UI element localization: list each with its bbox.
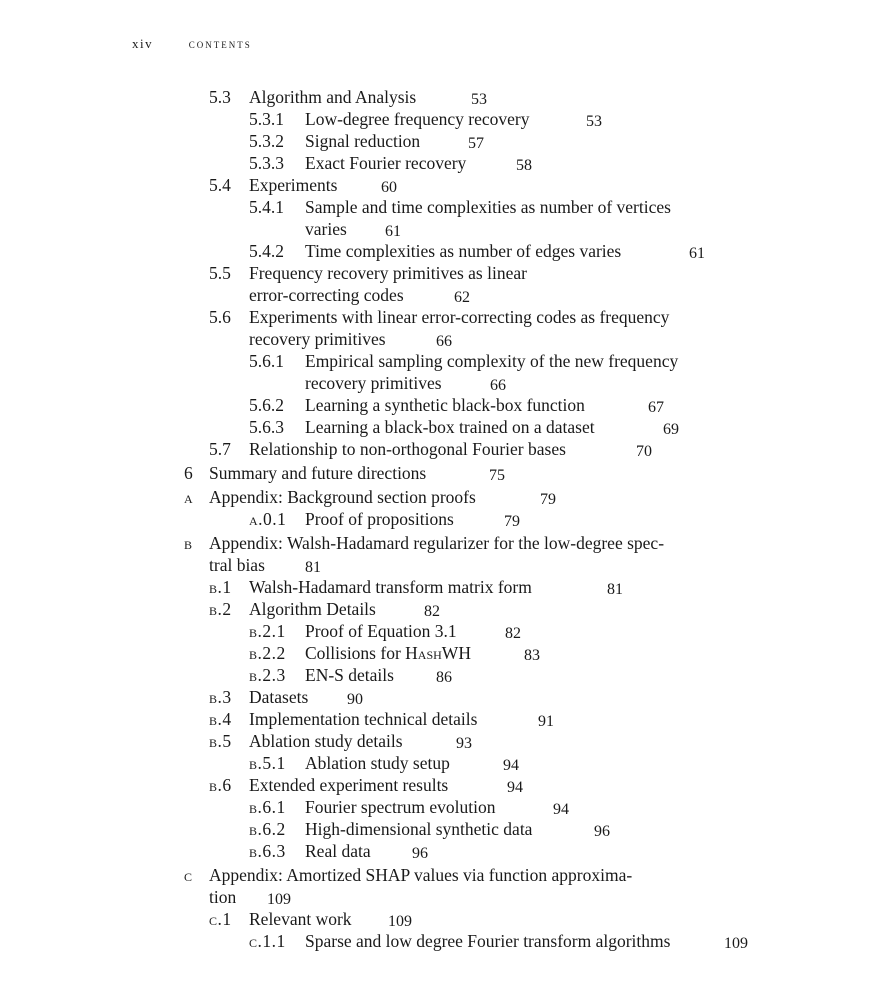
toc-entry-title: Relationship to non-orthogonal Fourier bases [249,439,566,459]
toc-entry-page: 53 [586,113,602,130]
toc-entry[interactable] [0,152,888,174]
toc-entry[interactable] [0,708,888,730]
toc-entry-number: 5.3.3 [249,153,284,173]
toc-entry-number: 5.3.2 [249,131,284,151]
toc-entry-page: 81 [607,581,623,598]
toc-entry-number: c.1.1 [249,931,286,951]
toc-entry[interactable] [0,752,888,774]
toc-entry-number: b.6.1 [249,797,286,817]
toc-entry-page: 109 [267,891,291,908]
toc-entry[interactable] [0,306,888,350]
toc-entry-page: 70 [636,443,652,460]
toc-entry-title: Time complexities as number of edges varies [305,241,622,261]
toc-entry-number: 5.3 [209,87,231,107]
toc-entry[interactable] [0,864,888,908]
toc-entry-title: Proof of propositions [305,509,454,529]
toc-entry-title: Experiments [249,175,338,195]
toc-entry-page: 109 [388,913,412,930]
toc-entry-title: High-dimensional synthetic data [305,819,533,839]
toc-entry[interactable] [0,840,888,862]
toc-entry-page: 75 [489,467,505,484]
toc-entry-number: b.6 [209,775,232,795]
toc-entry[interactable] [0,598,888,620]
toc-entry-number: 5.4 [209,175,231,195]
toc-entry-title: Relevant work [249,909,352,929]
toc-entry-title: Walsh-Hadamard transform matrix form [249,577,532,597]
toc-entry[interactable] [0,908,888,930]
toc-entry-page: 94 [507,779,523,796]
toc-entry-title: Appendix: Background section proofs [209,487,476,507]
toc-entry-title: Summary and future directions [209,463,427,483]
toc-entry-title: tion [209,887,237,907]
toc-entry-page: 62 [454,289,470,306]
running-head [132,36,252,52]
toc-entry-number: 6 [184,463,193,483]
toc-entry-page: 82 [424,603,440,620]
toc-entry[interactable] [0,130,888,152]
toc-entry-title: tral bias [209,555,265,575]
toc-entry-page: 82 [505,625,521,642]
toc-entry-page: 61 [385,223,401,240]
toc-entry-title: Empirical sampling complexity of the new frequency [305,351,679,371]
toc-entry[interactable] [0,462,888,484]
toc-entry-title: Ablation study setup [305,753,450,773]
toc-entry-number: b.5 [209,731,232,751]
toc-entry-page: 58 [516,157,532,174]
toc-entry[interactable] [0,620,888,642]
toc-entry-number: b.2 [209,599,232,619]
page-number: xiv [132,36,154,51]
toc-entry-title: Fourier spectrum evolution [305,797,496,817]
toc-entry-title: Appendix: Walsh-Hadamard regularizer for the low-degree spec- [209,533,665,553]
toc-entry[interactable] [0,486,888,508]
toc-entry-number: b.6.3 [249,841,286,861]
toc-entry-number: b.1 [209,577,232,597]
toc-entry-number: c [184,865,193,885]
toc-entry-number: b.6.2 [249,819,286,839]
toc-entry-page: 66 [490,377,506,394]
toc-entry-number: 5.6 [209,307,231,327]
toc-entry-title: Ablation study details [249,731,403,751]
toc-entry-title: Learning a black-box trained on a dataset [305,417,595,437]
toc-entry-title: Exact Fourier recovery [305,153,467,173]
toc-entry-page: 66 [436,333,452,350]
toc-entry-title: Algorithm Details [249,599,376,619]
toc-entry-page: 61 [689,245,705,262]
toc-entry-number: b.2.3 [249,665,286,685]
toc-entry-page: 93 [456,735,472,752]
toc-entry-page: 94 [503,757,519,774]
toc-entry-title: Experiments with linear error-correcting codes as frequency [249,307,670,327]
toc-entry-title: Algorithm and Analysis [249,87,417,107]
toc-entry-title: Low-degree frequency recovery [305,109,530,129]
toc-entry[interactable] [0,438,888,460]
toc-entry-title: Collisions for HashWH [305,643,471,663]
toc-entry-title: Learning a synthetic black-box function [305,395,585,415]
toc-entry-title: EN-S details [305,665,394,685]
toc-entry[interactable] [0,262,888,306]
toc-entry[interactable] [0,576,888,598]
toc-entry-page: 96 [594,823,610,840]
toc-entry-page: 109 [724,935,748,952]
toc-entry[interactable] [0,930,888,952]
toc-entry-page: 94 [553,801,569,818]
toc-entry-number: c.1 [209,909,232,929]
toc-entry[interactable] [0,174,888,196]
toc-entry[interactable] [0,730,888,752]
toc-entry-page: 90 [347,691,363,708]
toc-entry[interactable] [0,394,888,416]
toc-entry[interactable] [0,664,888,686]
toc-entry-number: b.3 [209,687,232,707]
toc-entry[interactable] [0,774,888,796]
toc-entry-title: Implementation technical details [249,709,478,729]
toc-entry-title: Appendix: Amortized SHAP values via function approxima- [209,865,633,885]
toc-entry-number: b.2.1 [249,621,286,641]
toc-entry[interactable] [0,350,888,394]
toc-entry[interactable] [0,240,888,262]
toc-entry-number: 5.7 [209,439,231,459]
toc-entry-number: 5.6.3 [249,417,284,437]
toc-entry[interactable] [0,818,888,840]
toc-entry-page: 69 [663,421,679,438]
toc-entry-number: a.0.1 [249,509,287,529]
toc-entry-page: 96 [412,845,428,862]
toc-entry-page: 79 [504,513,520,530]
toc-entry-page: 86 [436,669,452,686]
toc-entry-number: b.2.2 [249,643,286,663]
toc-entry-title: Extended experiment results [249,775,449,795]
toc-entry-title: Sparse and low degree Fourier transform algorithms [305,931,671,951]
toc-entry-page: 60 [381,179,397,196]
toc-entry[interactable] [0,686,888,708]
toc-entry-title: Frequency recovery primitives as linear [249,263,527,283]
section-title: contents [188,36,252,51]
toc-entry-number: b.4 [209,709,232,729]
toc-entry[interactable] [0,532,888,576]
toc-entry-number: 5.5 [209,263,231,283]
toc-entry-title: Real data [305,841,371,861]
toc-entry[interactable] [0,642,888,664]
toc-entry[interactable] [0,86,888,108]
toc-entry-title: Proof of Equation 3.1 [305,621,457,641]
toc-entry-title: recovery primitives [249,329,386,349]
toc-entry-number: 5.6.1 [249,351,284,371]
toc-entry[interactable] [0,416,888,438]
toc-entry-title: recovery primitives [305,373,442,393]
toc-entry-number: a [184,487,194,507]
toc-entry[interactable] [0,108,888,130]
toc-entry-number: 5.3.1 [249,109,284,129]
toc-entry-page: 79 [540,491,556,508]
toc-entry-number: b.5.1 [249,753,286,773]
toc-entry-title: varies [305,219,347,239]
toc-entry-title: Signal reduction [305,131,421,151]
toc-entry-page: 91 [538,713,554,730]
toc-entry-number: 5.4.2 [249,241,284,261]
toc-entry-page: 57 [468,135,484,152]
toc-entry-title: Datasets [249,687,309,707]
toc-entry[interactable] [0,196,888,240]
toc-entry[interactable] [0,508,888,530]
toc-entry-page: 81 [305,559,321,576]
toc-entry-title: error-correcting codes [249,285,404,305]
toc-entry-title: Sample and time complexities as number of vertices [305,197,671,217]
toc-entry-number: b [184,533,193,553]
toc-entry-page: 53 [471,91,487,108]
toc-entry-number: 5.4.1 [249,197,284,217]
toc-entry-number: 5.6.2 [249,395,284,415]
toc-entry[interactable] [0,796,888,818]
toc-entry-page: 83 [524,647,540,664]
toc-entry-page: 67 [648,399,664,416]
